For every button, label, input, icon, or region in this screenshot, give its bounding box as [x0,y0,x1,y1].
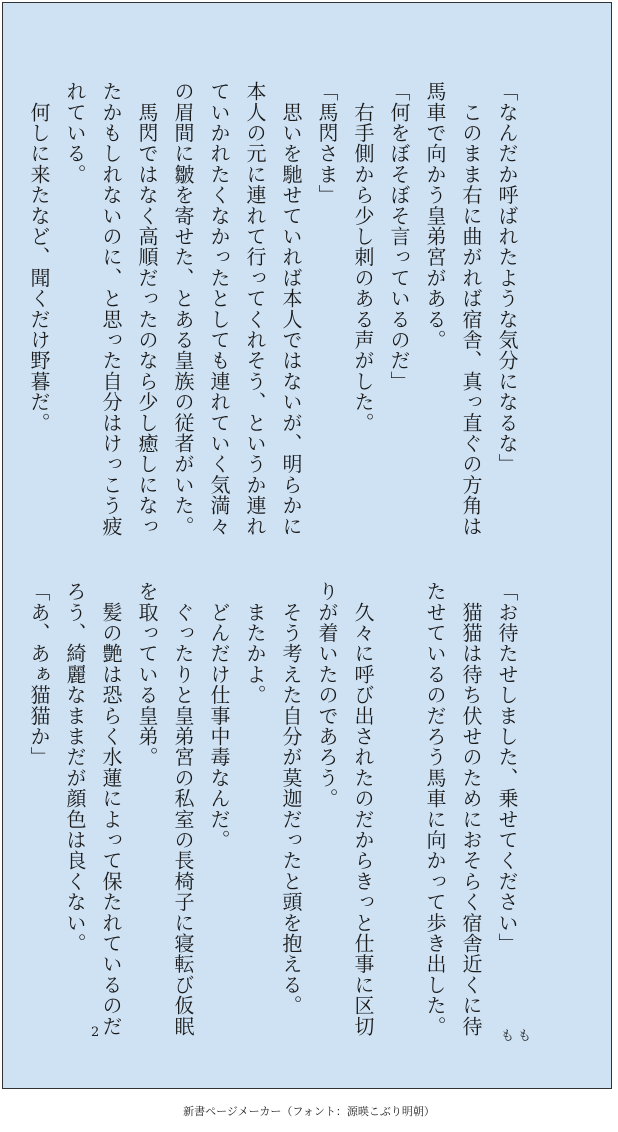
text-line: りが着いたのであろう。 [315,581,339,809]
text-line: 「馬閃さま」 [315,81,339,206]
text-line: れている。 [63,81,87,185]
text-line: ていかれたくなかったとしても連れていく気満々 [207,81,231,537]
text-line: ろう、綺麗なままだが顔色は良くない。 [63,581,87,954]
text-line: 本人の元に連れて行ってくれそう、というか連れ [243,81,267,537]
text-line: 「何をぼそぼそ言っているのだ」 [387,81,411,392]
text-line [381,581,417,1041]
text-line: 馬車で向かう皇弟宮がある。 [423,81,447,351]
text-line: 猫猫は待ち伏せのためにおそらく宿舎近くに待 [459,581,483,1037]
text-line: の眉間に皺を寄せた、とある皇族の従者がいた。 [171,81,195,537]
text-line: 「お待たせしました、乗せてください」 [495,581,519,954]
author-name: もも [501,1029,536,1044]
text-line: ぐったりと皇弟宮の私室の長椅子に寝転び仮眠 [171,581,195,1037]
text-line: たかもしれないのに、と思った自分はけっこう疲 [99,81,123,537]
text-line: そう考えた自分が莫迦だったと頭を抱える。 [279,581,303,1016]
text-line: を取っている皇弟。 [135,581,159,768]
text-line: たせているのだろう馬車に向かって歩き出した。 [423,581,447,1037]
text-line: 右手側から少し刺のある声がした。 [351,81,375,433]
text-line: 思いを馳せていれば本人ではないが、明らかに [279,81,303,537]
generator-credit: 新書ページメーカー（フォント：源暎こぶり明朝） [183,1105,435,1118]
text-column-lower [21,581,525,1041]
text-line: 「なんだか呼ばれたような気分になるな」 [495,81,519,475]
text-line: 久々に呼び出されたのだからきっと仕事に区切 [351,581,375,1037]
text-line: またかよ。 [243,581,267,706]
text-line: 「あ、あぁ猫猫か」 [27,581,51,768]
page-number: 2 [91,1025,100,1040]
text-line: どんだけ仕事中毒なんだ。 [207,581,231,851]
text-column-upper [21,81,525,541]
text-line: 馬閃ではなく高順だったのなら少し癒しになっ [135,81,159,537]
text-line: 髪の艶は恐らく水蓮によって保たれているのだ [99,581,123,1037]
text-line: 何しに来たなど、聞くだけ野暮だ。 [27,81,51,433]
text-line: このまま右に曲がれば宿舎、真っ直ぐの方角は [459,81,483,537]
book-page [2,2,612,1089]
